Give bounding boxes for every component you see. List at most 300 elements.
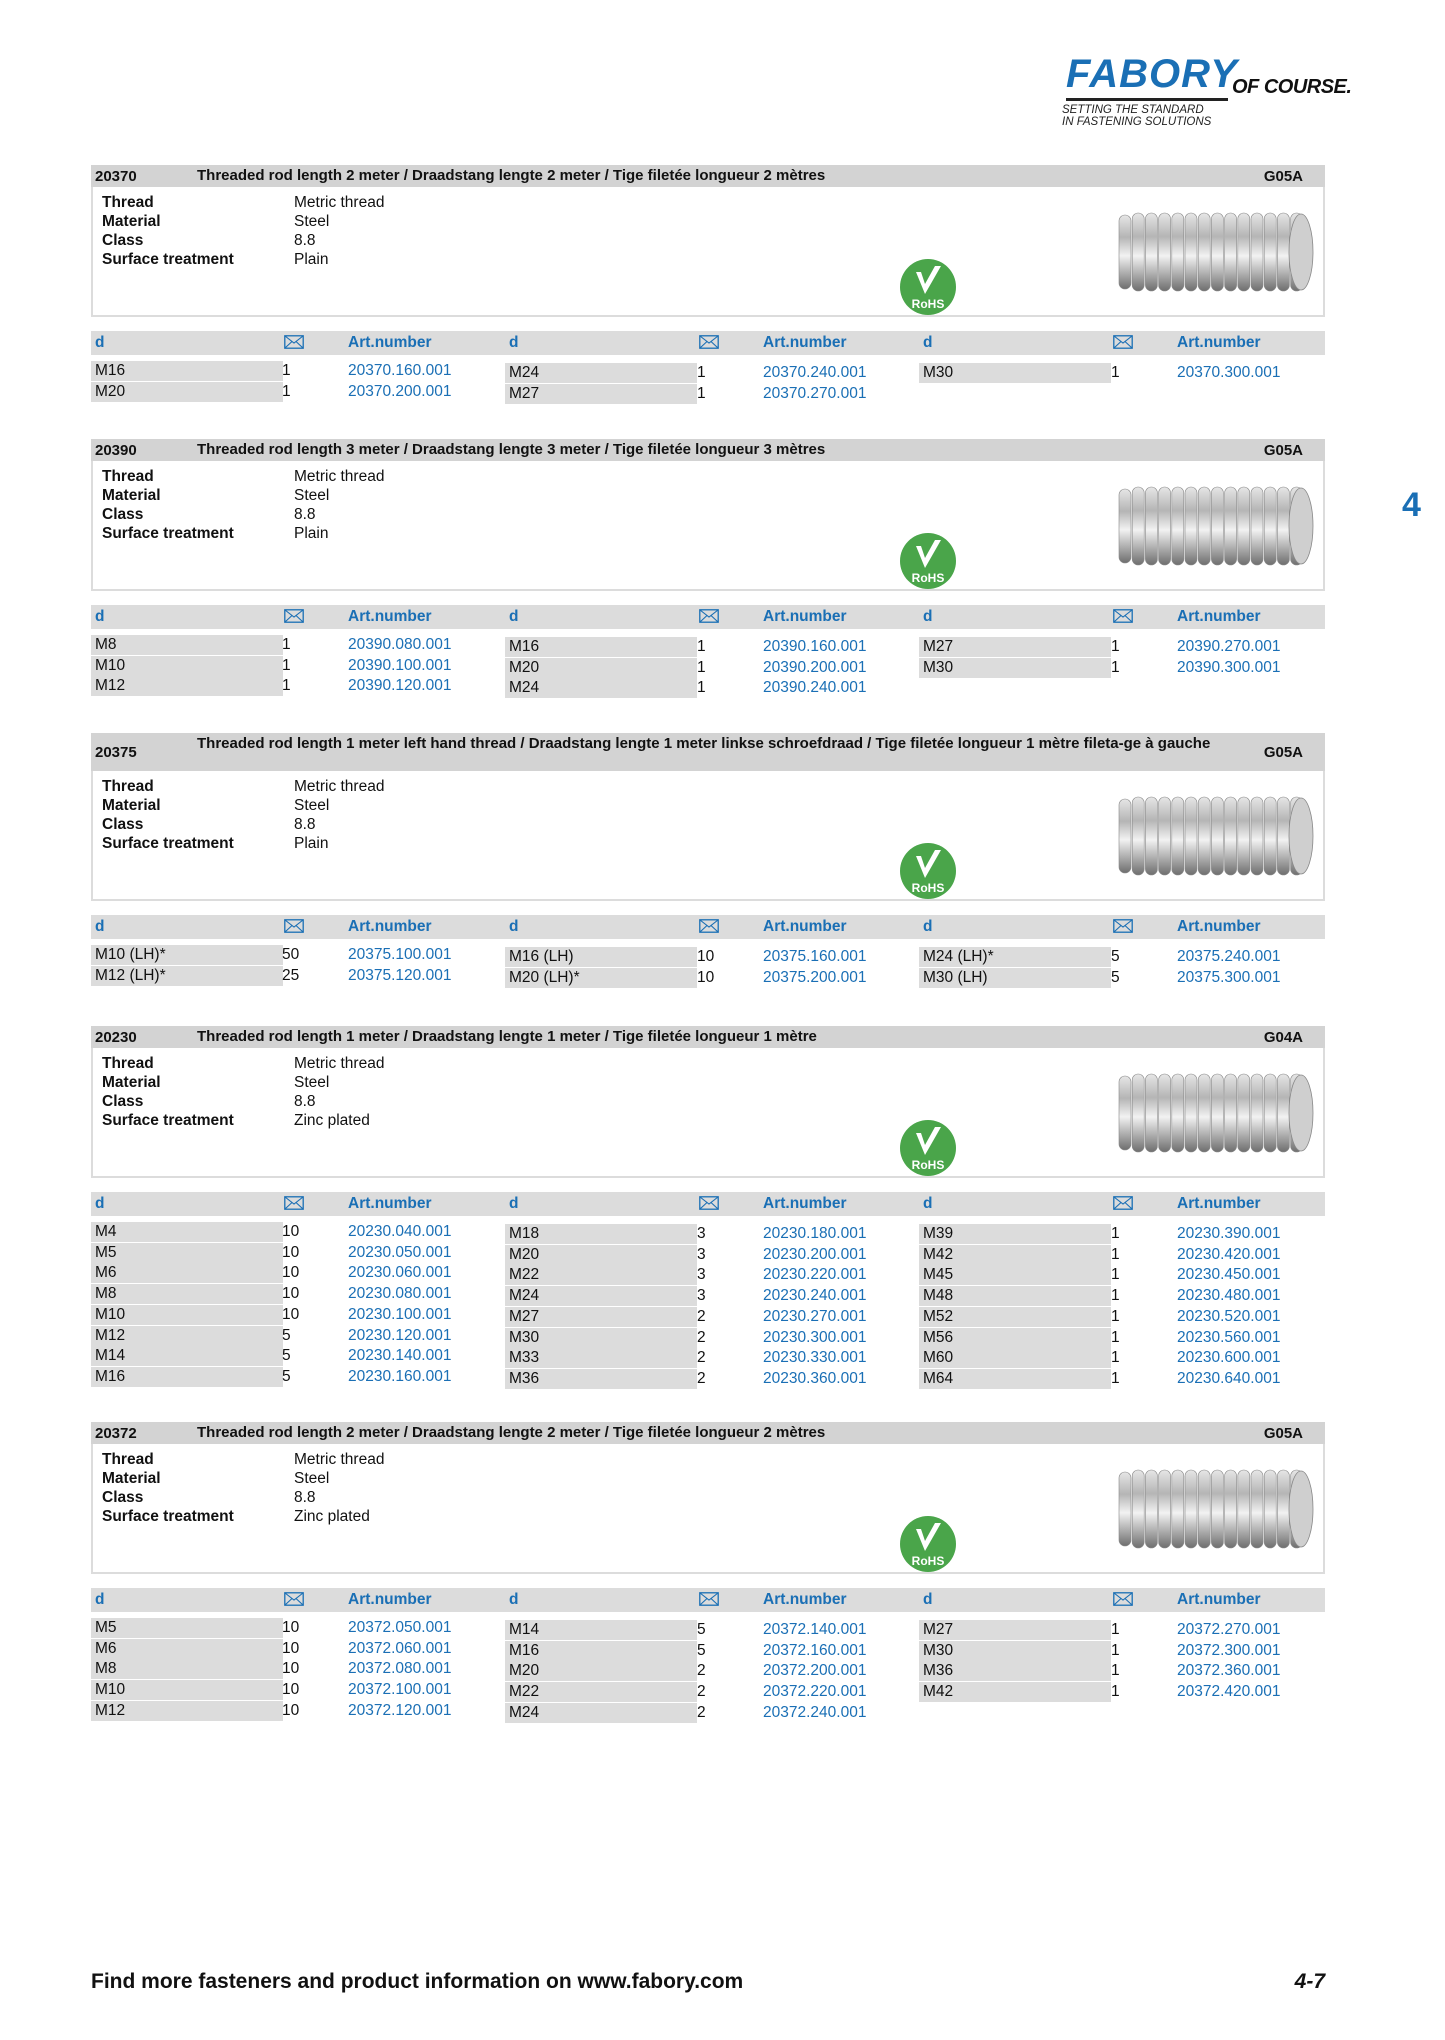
- section-title: Threaded rod length 3 meter / Draadstang lengte 3 meter / Tige filetée longueur 3 mètres: [197, 441, 826, 458]
- size-cell: M42: [919, 1245, 1111, 1265]
- size-cell: M16: [91, 361, 283, 381]
- table-body: [91, 635, 1325, 701]
- size-cell: M14: [505, 1620, 697, 1640]
- pack-qty-cell: 1: [1111, 1662, 1120, 1680]
- article-number-link[interactable]: 20390.270.001: [1177, 638, 1281, 655]
- pack-qty-cell: 10: [282, 1223, 300, 1240]
- envelope-icon: [284, 609, 304, 623]
- size-cell: M12 (LH)*: [91, 966, 283, 986]
- property-value: Metric thread: [294, 1451, 385, 1468]
- column-header-d: d: [923, 608, 933, 625]
- pack-qty-cell: 1: [1111, 1245, 1120, 1263]
- article-number-link[interactable]: 20230.140.001: [348, 1347, 452, 1365]
- article-number-link[interactable]: 20230.600.001: [1177, 1349, 1281, 1367]
- table-body: [91, 1222, 1325, 1392]
- property-name: Thread: [102, 194, 154, 211]
- section-header: [91, 439, 1325, 461]
- article-number-link[interactable]: 20390.100.001: [348, 656, 452, 674]
- article-number-link[interactable]: 20370.160.001: [348, 362, 452, 379]
- article-number-link[interactable]: 20230.240.001: [763, 1287, 867, 1305]
- section-header: [91, 1422, 1325, 1444]
- property-value: Steel: [294, 1470, 330, 1487]
- size-cell: M20: [505, 1245, 697, 1265]
- product-section: [91, 165, 1325, 406]
- article-number-link[interactable]: 20230.060.001: [348, 1264, 452, 1282]
- article-number-link[interactable]: 20390.240.001: [763, 679, 867, 697]
- article-number-link[interactable]: 20370.300.001: [1177, 364, 1281, 381]
- size-cell: M52: [919, 1307, 1111, 1327]
- size-cell: M60: [919, 1348, 1111, 1368]
- column-header-art: Art.number: [348, 1591, 432, 1608]
- threaded-rod-image: [1115, 1466, 1315, 1552]
- size-cell: M27: [505, 1307, 697, 1327]
- article-number-link[interactable]: 20370.200.001: [348, 382, 452, 400]
- pack-qty-cell: 2: [697, 1349, 706, 1367]
- article-number-link[interactable]: 20372.050.001: [348, 1619, 452, 1636]
- size-cell: M24: [505, 1703, 697, 1723]
- property-value: 8.8: [294, 506, 316, 523]
- size-cell: M27: [505, 384, 697, 404]
- property-row: [102, 212, 329, 231]
- pack-qty-cell: 25: [282, 966, 300, 984]
- size-cell: M30: [919, 363, 1111, 383]
- article-number-link[interactable]: 20230.640.001: [1177, 1369, 1281, 1387]
- envelope-icon: [1113, 335, 1133, 349]
- article-number-link[interactable]: 20370.240.001: [763, 364, 867, 381]
- property-value: Plain: [294, 251, 329, 268]
- pack-qty-cell: 2: [697, 1328, 706, 1346]
- pack-qty-cell: 1: [282, 382, 291, 400]
- article-number-link[interactable]: 20372.100.001: [348, 1681, 452, 1699]
- pack-qty-cell: 5: [282, 1367, 291, 1385]
- column-header-art: Art.number: [1177, 1591, 1261, 1608]
- article-number-link[interactable]: 20375.160.001: [763, 948, 867, 965]
- property-name: Thread: [102, 778, 154, 795]
- size-cell: M36: [505, 1369, 697, 1389]
- size-cell: M30: [505, 1328, 697, 1348]
- property-row: [102, 524, 328, 543]
- property-value: Metric thread: [294, 468, 385, 485]
- rohs-badge: [899, 1515, 957, 1573]
- logo-wordmark: FABORY: [1066, 52, 1238, 96]
- column-header-art: Art.number: [348, 918, 432, 935]
- fabory-logo: [1060, 52, 1360, 132]
- size-cell: M20: [505, 1661, 697, 1681]
- logo-tagline: OF COURSE.: [1232, 76, 1352, 98]
- properties-box: [91, 1048, 1325, 1178]
- group-code: G04A: [1263, 1029, 1303, 1046]
- article-number-link[interactable]: 20230.520.001: [1177, 1307, 1281, 1325]
- pack-qty-cell: 10: [282, 1305, 300, 1323]
- envelope-icon: [699, 919, 719, 933]
- section-title: Threaded rod length 1 meter left hand thread / Draadstang lengte 1 meter linkse schroefdraad / Tige filetée longueur 1 mètre fileta-ge à gauche: [197, 735, 1211, 752]
- pack-qty-cell: 5: [282, 1347, 291, 1365]
- table-header: [91, 1192, 1325, 1216]
- threaded-rod-image: [1115, 1070, 1315, 1156]
- pack-qty-cell: 1: [697, 364, 706, 381]
- property-value: Zinc plated: [294, 1508, 370, 1525]
- envelope-icon: [284, 335, 304, 349]
- size-cell: M16 (LH): [505, 947, 697, 967]
- pack-qty-cell: 5: [1111, 948, 1120, 965]
- property-row: [102, 486, 329, 505]
- footer-text: Find more fasteners and product information on www.fabory.com: [91, 1970, 744, 1993]
- rohs-label: RoHS: [911, 1554, 945, 1568]
- column-header-art: Art.number: [763, 1195, 847, 1212]
- size-cell: M30: [919, 1641, 1111, 1661]
- rohs-badge: [899, 842, 957, 900]
- article-number-link[interactable]: 20372.120.001: [348, 1701, 452, 1719]
- property-row: [102, 1054, 384, 1073]
- property-row: [102, 834, 328, 853]
- article-number-link[interactable]: 20375.240.001: [1177, 948, 1281, 965]
- article-number-link[interactable]: 20230.300.001: [763, 1328, 867, 1346]
- article-number-link[interactable]: 20230.180.001: [763, 1225, 867, 1242]
- size-cell: M16: [505, 637, 697, 657]
- property-name: Surface treatment: [102, 251, 234, 268]
- article-number-link[interactable]: 20370.270.001: [763, 384, 867, 402]
- column-header-d: d: [923, 918, 933, 935]
- property-value: Plain: [294, 525, 329, 542]
- article-number-link[interactable]: 20230.420.001: [1177, 1245, 1281, 1263]
- property-row: [102, 250, 328, 269]
- pack-qty-cell: 10: [282, 1619, 300, 1636]
- size-cell: M12: [91, 1326, 283, 1346]
- size-cell: M33: [505, 1348, 697, 1368]
- logo-slogan-line2: IN FASTENING SOLUTIONS: [1062, 116, 1212, 128]
- article-number-link[interactable]: 20372.240.001: [763, 1703, 867, 1721]
- column-header-d: d: [95, 1195, 105, 1212]
- size-cell: M45: [919, 1265, 1111, 1285]
- column-header-art: Art.number: [1177, 918, 1261, 935]
- pack-qty-cell: 1: [1111, 1369, 1120, 1387]
- size-cell: M16: [505, 1641, 697, 1661]
- article-number-link[interactable]: 20372.140.001: [763, 1621, 867, 1638]
- article-number-link[interactable]: 20375.100.001: [348, 946, 452, 963]
- property-name: Thread: [102, 468, 154, 485]
- article-number-link[interactable]: 20390.080.001: [348, 636, 452, 653]
- property-row: [102, 1507, 370, 1526]
- size-cell: M20 (LH)*: [505, 968, 697, 988]
- table-body: [91, 945, 1325, 990]
- envelope-icon: [699, 335, 719, 349]
- pack-qty-cell: 3: [697, 1225, 706, 1242]
- size-cell: M24 (LH)*: [919, 947, 1111, 967]
- article-number-link[interactable]: 20375.120.001: [348, 966, 452, 984]
- size-cell: M10: [91, 1305, 283, 1325]
- article-number-link[interactable]: 20230.050.001: [348, 1243, 452, 1261]
- pack-qty-cell: 1: [1111, 1641, 1120, 1659]
- threaded-rod-image: [1115, 483, 1315, 569]
- property-name: Material: [102, 487, 161, 504]
- rohs-check-icon: [899, 258, 957, 316]
- article-number-link[interactable]: 20372.060.001: [348, 1639, 452, 1657]
- pack-qty-cell: 2: [697, 1683, 706, 1701]
- column-header-d: d: [509, 334, 519, 351]
- column-header-art: Art.number: [1177, 608, 1261, 625]
- column-header-art: Art.number: [348, 1195, 432, 1212]
- article-number-link[interactable]: 20375.300.001: [1177, 968, 1281, 986]
- envelope-icon: [1113, 1592, 1133, 1606]
- size-cell: M24: [505, 678, 697, 698]
- article-number-link[interactable]: 20230.120.001: [348, 1326, 452, 1344]
- pack-qty-cell: 10: [697, 948, 715, 965]
- article-number-link[interactable]: 20230.160.001: [348, 1367, 452, 1385]
- size-cell: M20: [91, 382, 283, 402]
- article-code: 20390: [95, 442, 137, 459]
- column-header-art: Art.number: [763, 1591, 847, 1608]
- pack-qty-cell: 5: [697, 1641, 706, 1659]
- article-number-link[interactable]: 20230.220.001: [763, 1266, 867, 1284]
- product-section: [91, 1026, 1325, 1392]
- pack-qty-cell: 1: [282, 636, 291, 653]
- article-number-link[interactable]: 20230.480.001: [1177, 1287, 1281, 1305]
- section-title: Threaded rod length 2 meter / Draadstang lengte 2 meter / Tige filetée longueur 2 mètres: [197, 1424, 826, 1441]
- section-header: [91, 1026, 1325, 1048]
- product-section: [91, 1422, 1325, 1726]
- pack-qty-cell: 1: [697, 658, 706, 676]
- table-header: [91, 1588, 1325, 1612]
- size-cell: M39: [919, 1224, 1111, 1244]
- rohs-label: RoHS: [911, 571, 945, 585]
- envelope-icon: [284, 919, 304, 933]
- article-code: 20375: [95, 744, 137, 761]
- column-header-art: Art.number: [348, 334, 432, 351]
- size-cell: M8: [91, 1659, 283, 1679]
- page-number: 4-7: [1294, 1970, 1325, 1993]
- property-value: 8.8: [294, 1489, 316, 1506]
- pack-qty-cell: 5: [1111, 968, 1120, 986]
- product-section: [91, 733, 1325, 990]
- pack-qty-cell: 10: [282, 1639, 300, 1657]
- pack-qty-cell: 3: [697, 1287, 706, 1305]
- properties-box: [91, 1444, 1325, 1574]
- column-header-d: d: [923, 334, 933, 351]
- size-cell: M18: [505, 1224, 697, 1244]
- size-cell: M22: [505, 1265, 697, 1285]
- property-row: [102, 815, 316, 834]
- property-value: Steel: [294, 487, 330, 504]
- rohs-check-icon: [899, 532, 957, 590]
- size-cell: M20: [505, 658, 697, 678]
- group-code: G05A: [1263, 744, 1303, 761]
- property-row: [102, 1450, 384, 1469]
- column-header-d: d: [923, 1591, 933, 1608]
- pack-qty-cell: 5: [282, 1326, 291, 1344]
- size-cell: M4: [91, 1222, 283, 1242]
- property-row: [102, 1488, 316, 1507]
- pack-qty-cell: 1: [697, 679, 706, 697]
- property-name: Class: [102, 1489, 144, 1506]
- envelope-icon: [1113, 919, 1133, 933]
- property-row: [102, 796, 329, 815]
- pack-qty-cell: 1: [1111, 1683, 1120, 1701]
- property-row: [102, 777, 384, 796]
- property-value: 8.8: [294, 1093, 316, 1110]
- size-cell: M24: [505, 1286, 697, 1306]
- size-cell: M64: [919, 1369, 1111, 1389]
- property-name: Surface treatment: [102, 525, 234, 542]
- article-number-link[interactable]: 20230.330.001: [763, 1349, 867, 1367]
- column-header-art: Art.number: [763, 608, 847, 625]
- column-header-d: d: [509, 1195, 519, 1212]
- article-number-link[interactable]: 20230.040.001: [348, 1223, 452, 1240]
- size-cell: M48: [919, 1286, 1111, 1306]
- size-cell: M6: [91, 1263, 283, 1283]
- article-table: [91, 1192, 1325, 1392]
- property-value: Steel: [294, 1074, 330, 1091]
- property-name: Surface treatment: [102, 1508, 234, 1525]
- article-table: [91, 915, 1325, 990]
- pack-qty-cell: 2: [697, 1703, 706, 1721]
- pack-qty-cell: 1: [1111, 1266, 1120, 1284]
- logo-slogan: [1062, 104, 1211, 128]
- property-name: Class: [102, 232, 144, 249]
- pack-qty-cell: 1: [1111, 1287, 1120, 1305]
- column-header-d: d: [509, 1591, 519, 1608]
- size-cell: M5: [91, 1243, 283, 1263]
- rohs-label: RoHS: [911, 881, 945, 895]
- article-number-link[interactable]: 20390.160.001: [763, 638, 867, 655]
- column-header-art: Art.number: [763, 334, 847, 351]
- column-header-d: d: [95, 334, 105, 351]
- size-cell: M8: [91, 1284, 283, 1304]
- article-code: 20370: [95, 168, 137, 185]
- property-name: Surface treatment: [102, 1112, 234, 1129]
- size-cell: M30 (LH): [919, 968, 1111, 988]
- column-header-d: d: [509, 608, 519, 625]
- size-cell: M30: [919, 658, 1111, 678]
- property-row: [102, 505, 316, 524]
- article-number-link[interactable]: 20230.080.001: [348, 1285, 452, 1303]
- pack-qty-cell: 50: [282, 946, 300, 963]
- rohs-label: RoHS: [911, 297, 945, 311]
- property-name: Class: [102, 816, 144, 833]
- article-table: [91, 1588, 1325, 1726]
- pack-qty-cell: 1: [282, 677, 291, 695]
- property-name: Class: [102, 506, 144, 523]
- article-number-link[interactable]: 20230.360.001: [763, 1369, 867, 1387]
- table-header: [91, 915, 1325, 939]
- pack-qty-cell: 1: [1111, 1621, 1120, 1638]
- article-number-link[interactable]: 20372.200.001: [763, 1662, 867, 1680]
- pack-qty-cell: 10: [282, 1701, 300, 1719]
- pack-qty-cell: 10: [282, 1660, 300, 1678]
- properties-box: [91, 461, 1325, 591]
- column-header-art: Art.number: [1177, 334, 1261, 351]
- article-number-link[interactable]: 20372.160.001: [763, 1641, 867, 1659]
- article-number-link[interactable]: 20372.080.001: [348, 1660, 452, 1678]
- size-cell: M10 (LH)*: [91, 945, 283, 965]
- property-value: Steel: [294, 797, 330, 814]
- properties-box: [91, 187, 1325, 317]
- pack-qty-cell: 1: [1111, 1225, 1120, 1242]
- pack-qty-cell: 1: [1111, 658, 1120, 676]
- column-header-art: Art.number: [763, 918, 847, 935]
- table-body: [91, 361, 1325, 406]
- pack-qty-cell: 10: [282, 1243, 300, 1261]
- article-number-link[interactable]: 20372.420.001: [1177, 1683, 1281, 1701]
- pack-qty-cell: 10: [282, 1264, 300, 1282]
- size-cell: M12: [91, 676, 283, 696]
- rohs-label: RoHS: [911, 1158, 945, 1172]
- pack-qty-cell: 1: [697, 384, 706, 402]
- size-cell: M36: [919, 1661, 1111, 1681]
- section-title: Threaded rod length 1 meter / Draadstang lengte 1 meter / Tige filetée longueur 1 mètre: [197, 1028, 817, 1045]
- size-cell: M12: [91, 1701, 283, 1721]
- article-number-link[interactable]: 20372.300.001: [1177, 1641, 1281, 1659]
- section-title: Threaded rod length 2 meter / Draadstang lengte 2 meter / Tige filetée longueur 2 mètres: [197, 167, 826, 184]
- table-header: [91, 605, 1325, 629]
- rohs-check-icon: [899, 1515, 957, 1573]
- logo-slogan-line1: SETTING THE STANDARD: [1062, 104, 1204, 116]
- pack-qty-cell: 1: [1111, 1328, 1120, 1346]
- envelope-icon: [699, 1196, 719, 1210]
- article-number-link[interactable]: 20372.270.001: [1177, 1621, 1281, 1638]
- pack-qty-cell: 3: [697, 1266, 706, 1284]
- pack-qty-cell: 2: [697, 1662, 706, 1680]
- size-cell: M27: [919, 637, 1111, 657]
- article-number-link[interactable]: 20230.270.001: [763, 1307, 867, 1325]
- pack-qty-cell: 1: [1111, 1307, 1120, 1325]
- property-value: Plain: [294, 835, 329, 852]
- property-name: Class: [102, 1093, 144, 1110]
- property-row: [102, 1111, 370, 1130]
- column-header-d: d: [923, 1195, 933, 1212]
- article-number-link[interactable]: 20375.200.001: [763, 968, 867, 986]
- pack-qty-cell: 2: [697, 1369, 706, 1387]
- article-number-link[interactable]: 20230.450.001: [1177, 1266, 1281, 1284]
- property-row: [102, 1092, 316, 1111]
- article-number-link[interactable]: 20390.120.001: [348, 677, 452, 695]
- article-table: [91, 605, 1325, 701]
- article-number-link[interactable]: 20390.300.001: [1177, 658, 1281, 676]
- column-header-art: Art.number: [348, 608, 432, 625]
- article-number-link[interactable]: 20390.200.001: [763, 658, 867, 676]
- property-name: Thread: [102, 1451, 154, 1468]
- article-code: 20372: [95, 1425, 137, 1442]
- envelope-icon: [699, 609, 719, 623]
- pack-qty-cell: 1: [1111, 1349, 1120, 1367]
- column-header-d: d: [95, 608, 105, 625]
- property-value: 8.8: [294, 232, 316, 249]
- property-row: [102, 1469, 329, 1488]
- threaded-rod-image: [1115, 793, 1315, 879]
- article-number-link[interactable]: 20230.560.001: [1177, 1328, 1281, 1346]
- property-name: Material: [102, 213, 161, 230]
- size-cell: M14: [91, 1346, 283, 1366]
- article-number-link[interactable]: 20230.100.001: [348, 1305, 452, 1323]
- size-cell: M10: [91, 1680, 283, 1700]
- property-row: [102, 1073, 329, 1092]
- article-number-link[interactable]: 20230.390.001: [1177, 1225, 1281, 1242]
- article-number-link[interactable]: 20230.200.001: [763, 1245, 867, 1263]
- threaded-rod-image: [1115, 209, 1315, 295]
- column-header-d: d: [95, 918, 105, 935]
- column-header-d: d: [509, 918, 519, 935]
- property-value: Zinc plated: [294, 1112, 370, 1129]
- article-number-link[interactable]: 20372.220.001: [763, 1683, 867, 1701]
- article-number-link[interactable]: 20372.360.001: [1177, 1662, 1281, 1680]
- pack-qty-cell: 10: [282, 1285, 300, 1303]
- column-header-art: Art.number: [1177, 1195, 1261, 1212]
- size-cell: M27: [919, 1620, 1111, 1640]
- envelope-icon: [284, 1592, 304, 1606]
- table-body: [91, 1618, 1325, 1726]
- size-cell: M5: [91, 1618, 283, 1638]
- property-name: Material: [102, 797, 161, 814]
- property-value: Metric thread: [294, 194, 385, 211]
